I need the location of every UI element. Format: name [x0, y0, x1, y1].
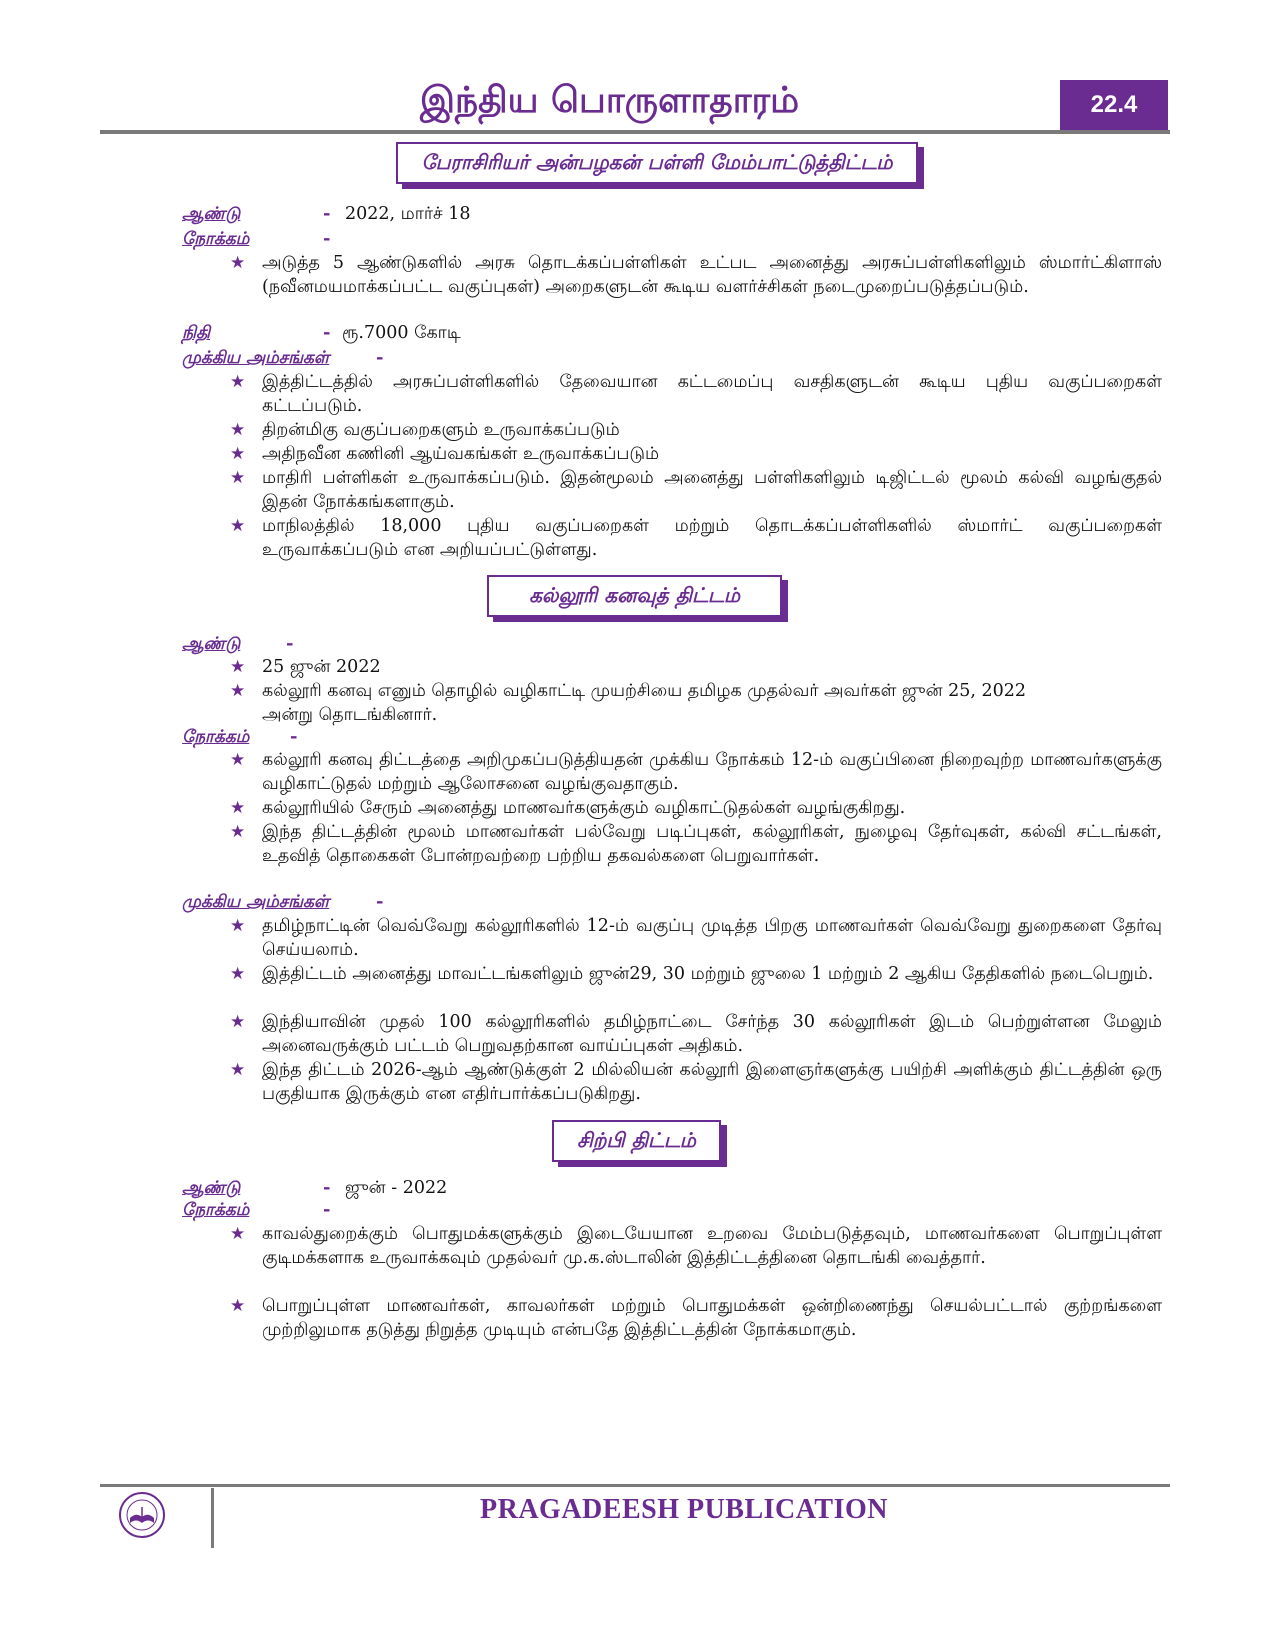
aim-item: கல்லூரி கனவு திட்டத்தை அறிமுகப்படுத்தியதன் முக்கிய நோக்கம் 12-ம் வகுப்பினை நிறைவுற்ற மாணவர்களுக்கு வழிகாட்டுதல் மற்றும் ஆலோசனை வழங்குவதாகும். — [262, 750, 1162, 794]
feature-item: தமிழ்நாட்டின் வெவ்வேறு கல்லூரிகளில் 12-ம் வகுப்பு முடித்த பிறகு மாணவர்கள் வெவ்வேறு துறைகளை தேர்வு செய்யலாம். — [262, 916, 1162, 960]
star-bullet-icon: ★ — [230, 468, 246, 488]
star-bullet-icon: ★ — [230, 516, 246, 536]
star-bullet-icon: ★ — [230, 750, 246, 770]
footer-vertical-divider — [211, 1488, 214, 1548]
aim-item: காவல்துறைக்கும் பொதுமக்களுக்கும் இடையேயான உறவை மேம்படுத்தவும், மாணவர்களை பொறுப்புள்ள குடிமக்களாக உருவாக்கவும் முதல்வர் மு.க.ஸ்டாலின் இத்திட்டத்தினை தொடங்கி வைத்தார். — [262, 1224, 1162, 1268]
feature-item: திறன்மிகு வகுப்பறைகளும் உருவாக்கப்படும் — [262, 420, 620, 440]
aim-label: நோக்கம் — [182, 727, 250, 747]
year-value: ஜுன் - 2022 — [345, 1178, 448, 1198]
aim-item: கல்லூரியில் சேரும் அனைத்து மாணவர்களுக்கும் வழிகாட்டுதல்கள் வழங்குகிறது. — [262, 798, 906, 818]
feature-item: இந்த திட்டம் 2026-ஆம் ஆண்டுக்குள் 2 மில்லியன் கல்லூரி இளைஞர்களுக்கு பயிற்சி அளிக்கும் திட்டத்தின் ஒரு பகுதியாக இருக்கும் என எதிர்பார்க்கப்படுகிறது. — [262, 1060, 1162, 1104]
star-bullet-icon: ★ — [230, 253, 246, 273]
section-heading-sirpi-scheme: சிற்பி திட்டம் — [552, 1120, 721, 1162]
year-item: 25 ஜுன் 2022 — [262, 657, 381, 677]
aim-label: நோக்கம் — [182, 229, 250, 249]
page-number: 22.4 — [1060, 80, 1168, 130]
star-bullet-icon: ★ — [230, 681, 246, 701]
features-label: முக்கிய அம்சங்கள் — [182, 892, 330, 912]
page-title: இந்திய பொருளாதாரம் — [420, 80, 800, 121]
aim-label: நோக்கம் — [182, 1200, 250, 1220]
star-bullet-icon: ★ — [230, 420, 246, 440]
fund-label: நிதி — [182, 323, 211, 343]
aim-item: பொறுப்புள்ள மாணவர்கள், காவலர்கள் மற்றும் பொதுமக்கள் ஒன்றிணைந்து செயல்பட்டால் குற்றங்களை முற்றிலுமாக தடுத்து நிறுத்த முடியும் என்பதே இத்திட்டத்தின் நோக்கமாகும். — [262, 1296, 1162, 1340]
star-bullet-icon: ★ — [230, 822, 246, 842]
footer-divider — [100, 1484, 1170, 1487]
star-bullet-icon: ★ — [230, 444, 246, 464]
star-bullet-icon: ★ — [230, 1296, 246, 1316]
label-dash: - — [286, 633, 294, 654]
star-bullet-icon: ★ — [230, 657, 246, 677]
section-heading-college-dream: கல்லூரி கனவுத் திட்டம் — [487, 575, 782, 617]
label-dash: - — [323, 228, 331, 249]
feature-item: இந்தியாவின் முதல் 100 கல்லூரிகளில் தமிழ்நாட்டை சேர்ந்த 30 கல்லூரிகள் இடம் பெற்றுள்ளன மேலும் அனைவருக்கும் பட்டம் பெறுவதற்கான வாய்ப்புகள் அதிகம். — [262, 1012, 1162, 1056]
star-bullet-icon: ★ — [230, 964, 246, 984]
publisher-logo-icon — [117, 1490, 167, 1540]
label-dash: - — [323, 1177, 331, 1198]
star-bullet-icon: ★ — [230, 1060, 246, 1080]
feature-item: இத்திட்டத்தில் அரசுப்பள்ளிகளில் தேவையான கட்டமைப்பு வசதிகளுடன் கூடிய புதிய வகுப்பறைகள் கட்டப்படும். — [262, 372, 1162, 416]
star-bullet-icon: ★ — [230, 916, 246, 936]
publisher-name: PRAGADEESH PUBLICATION — [480, 1494, 888, 1525]
feature-item: அதிநவீன கணினி ஆய்வகங்கள் உருவாக்கப்படும் — [262, 444, 660, 464]
star-bullet-icon: ★ — [230, 372, 246, 392]
section-heading-school-scheme: பேராசிரியர் அன்பழகன் பள்ளி மேம்பாட்டுத்திட்டம் — [396, 142, 918, 184]
star-bullet-icon: ★ — [230, 798, 246, 818]
fund-value: ரூ.7000 கோடி — [342, 323, 461, 343]
label-dash: - — [376, 891, 384, 912]
feature-item: மாநிலத்தில் 18,000 புதிய வகுப்பறைகள் மற்றும் தொடக்கப்பள்ளிகளில் ஸ்மார்ட் வகுப்பறைகள் உருவாக்கப்படும் என அறியப்பட்டுள்ளது. — [262, 516, 1162, 560]
feature-item: மாதிரி பள்ளிகள் உருவாக்கப்படும். இதன்மூலம் அனைத்து பள்ளிகளிலும் டிஜிட்டல் மூலம் கல்வி வழங்குதல் இதன் நோக்கங்களாகும். — [262, 468, 1162, 512]
label-dash: - — [290, 726, 298, 747]
star-bullet-icon: ★ — [230, 1012, 246, 1032]
year-label: ஆண்டு — [182, 1178, 241, 1198]
year-label: ஆண்டு — [182, 204, 241, 224]
year-label: ஆண்டு — [182, 634, 241, 654]
label-dash: - — [323, 1199, 331, 1220]
label-dash: - — [323, 203, 331, 224]
year-item: கல்லூரி கனவு எனும் தொழில் வழிகாட்டி முயற்சியை தமிழக முதல்வர் அவர்கள் ஜுன் 25, 2022 அன்று தொடங்கினார். — [262, 681, 1027, 725]
label-dash: - — [323, 322, 331, 343]
aim-item: இந்த திட்டத்தின் மூலம் மாணவர்கள் பல்வேறு படிப்புகள், கல்லூரிகள், நுழைவு தேர்வுகள், கல்வி சட்டங்கள், உதவித் தொகைகள் போன்றவற்றை பற்றிய தகவல்களை பெறுவார்கள். — [262, 822, 1162, 866]
star-bullet-icon: ★ — [230, 1224, 246, 1244]
aim-item: அடுத்த 5 ஆண்டுகளில் அரசு தொடக்கப்பள்ளிகள் உட்பட அனைத்து அரசுப்பள்ளிகளிலும் ஸ்மார்ட்கிளாஸ் (நவீனமயமாக்கப்பட்ட வகுப்புகள்) அறைகளுடன் கூடிய வளர்ச்சிகள் நடைமுறைப்படுத்தப்படும். — [262, 253, 1162, 297]
label-dash: - — [376, 347, 384, 368]
year-value: 2022, மார்ச் 18 — [345, 204, 471, 224]
features-label: முக்கிய அம்சங்கள் — [182, 348, 330, 368]
header-divider — [100, 130, 1170, 134]
feature-item: இத்திட்டம் அனைத்து மாவட்டங்களிலும் ஜுன்29, 30 மற்றும் ஜுலை 1 மற்றும் 2 ஆகிய தேதிகளில் நடைபெறும். — [262, 964, 1154, 984]
